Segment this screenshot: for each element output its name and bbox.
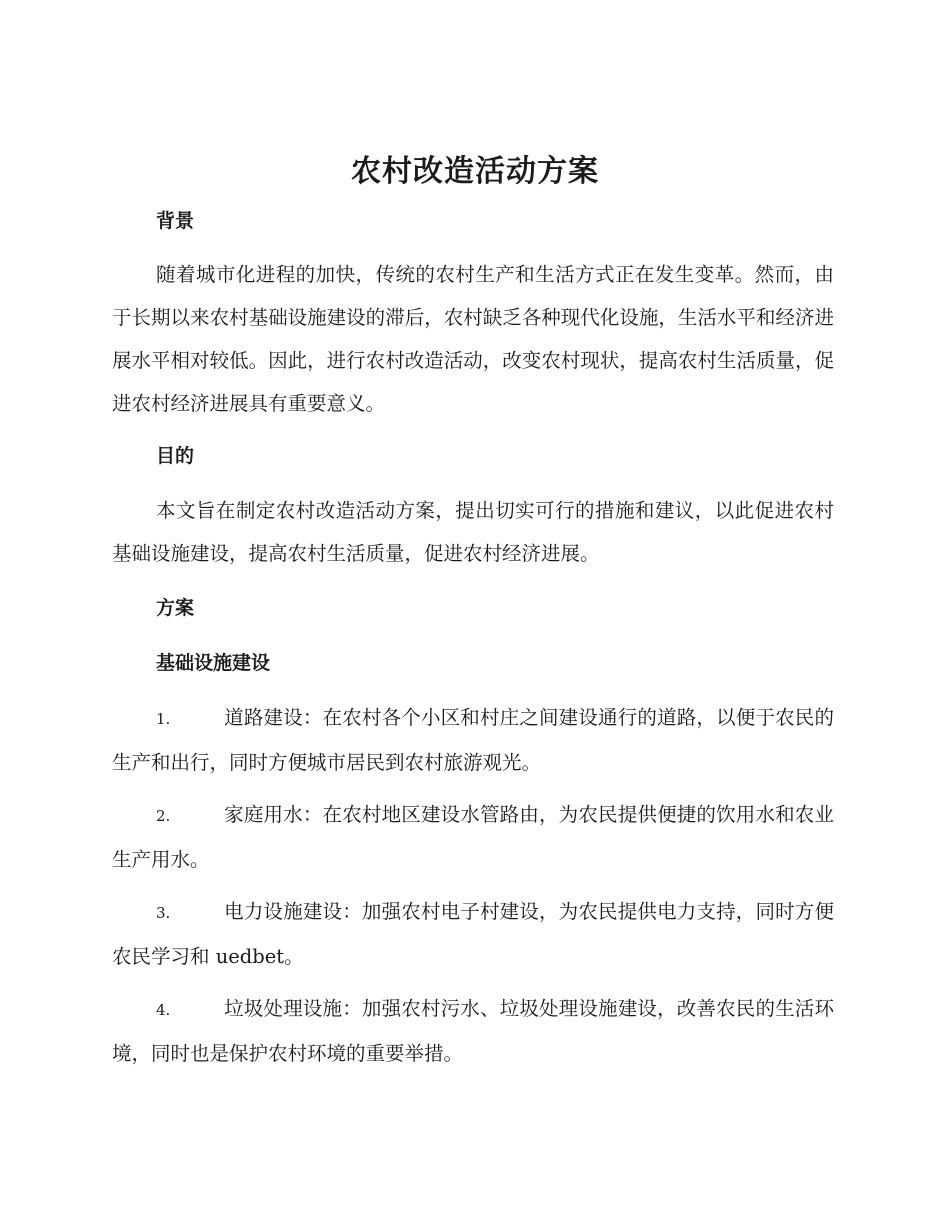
paragraph-purpose: 本文旨在制定农村改造活动方案，提出切实可行的措施和建议，以此促进农村基础设施建设，提高农村生活质量，促进农村经济进展。 <box>112 499 834 565</box>
list-item <box>112 696 834 784</box>
list-item-number: 3. <box>156 904 171 922</box>
list-item-text: 道路建设：在农村各个小区和村庄之间建设通行的道路，以便于农民的生产和出行，同时方便城市居民到农村旅游观光。 <box>112 706 834 774</box>
list-item-number: 1. <box>156 710 171 728</box>
list-item-number: 2. <box>156 807 171 825</box>
heading-background: 背景 <box>156 210 195 232</box>
list-item <box>112 987 834 1075</box>
heading-purpose: 目的 <box>156 445 195 467</box>
list-item <box>112 890 834 978</box>
list-item-number: 4. <box>156 1001 171 1019</box>
subheading-infrastructure: 基础设施建设 <box>156 652 271 674</box>
paragraph-background: 随着城市化进程的加快，传统的农村生产和生活方式正在发生变革。然而，由于长期以来农村基础设施建设的滞后，农村缺乏各种现代化设施，生活水平和经济进展水平相对较低。因此，进行农村改造活动，改变农村现状，提高农村生活质量，促进农村经济进展具有重要意义。 <box>112 263 834 415</box>
list-item-text: 电力设施建设：加强农村电子村建设，为农民提供电力支持，同时方便农民学习和 uedbet。 <box>112 900 834 968</box>
heading-plan: 方案 <box>156 597 195 619</box>
list-item <box>112 793 834 881</box>
document-title: 农村改造活动方案 <box>351 154 599 189</box>
list-item-text: 家庭用水：在农村地区建设水管路由，为农民提供便捷的饮用水和农业生产用水。 <box>112 803 834 871</box>
list-item-text: 垃圾处理设施：加强农村污水、垃圾处理设施建设，改善农民的生活环境，同时也是保护农村环境的重要举措。 <box>112 997 834 1065</box>
